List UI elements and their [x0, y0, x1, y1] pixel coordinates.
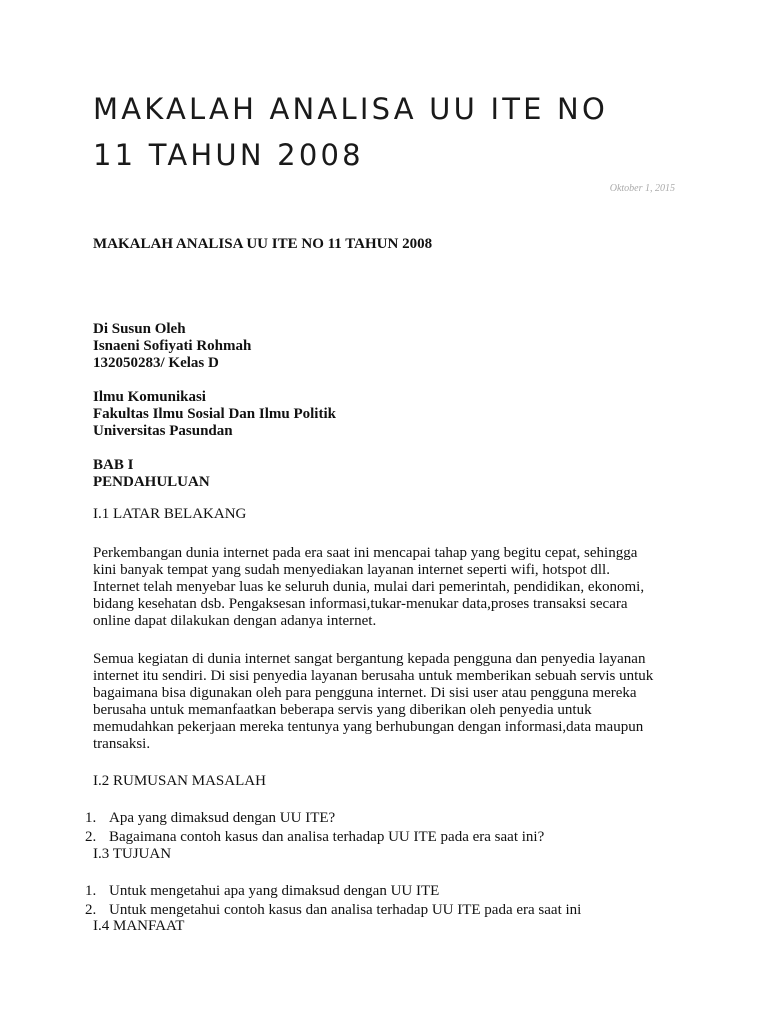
- list-number: 1.: [85, 810, 97, 826]
- list-text: Apa yang dimaksud dengan UU ITE?: [109, 810, 336, 826]
- section-heading-manfaat: I.4 MANFAAT: [93, 918, 185, 934]
- paragraph-2: [93, 651, 683, 753]
- university-name: Universitas Pasundan: [93, 423, 233, 439]
- paragraph-line: berusaha untuk memanfaatkan beberapa servis yang diberikan oleh penyedia untuk: [93, 702, 592, 718]
- paragraph-line: online dapat dilakukan dengan adanya internet.: [93, 613, 377, 629]
- paragraph-line: bidang kesehatan dsb. Pengaksesan informasi,tukar-menukar data,proses transaksi secara: [93, 596, 628, 612]
- post-date: Oktober 1, 2015: [609, 183, 675, 194]
- list-number: 1.: [85, 883, 97, 899]
- paragraph-line: Perkembangan dunia internet pada era saat ini mencapai tahap yang begitu cepat, sehingga: [93, 545, 638, 561]
- list-number: 2.: [85, 902, 97, 918]
- paragraph-line: Semua kegiatan di dunia internet sangat bergantung kepada pengguna dan penyedia layanan: [93, 651, 646, 667]
- author-name: Isnaeni Sofiyati Rohmah: [93, 338, 252, 354]
- list-item: [85, 902, 581, 919]
- paragraph-line: internet itu sendiri. Di sisi penyedia layanan berusaha untuk memberikan sebuah servis untuk: [93, 668, 654, 684]
- list-item: [85, 829, 544, 846]
- section-heading-latar-belakang: I.1 LATAR BELAKANG: [93, 506, 247, 522]
- author-line-1: Di Susun Oleh: [93, 321, 186, 337]
- paragraph-line: bagaimana bisa digunakan oleh para pengguna internet. Di sisi user atau pengguna mereka: [93, 685, 637, 701]
- section-heading-tujuan: I.3 TUJUAN: [93, 846, 172, 862]
- title-line-2: 11 TAHUN 2008: [93, 138, 364, 172]
- list-item: [85, 883, 439, 900]
- doc-heading: MAKALAH ANALISA UU ITE NO 11 TAHUN 2008: [93, 236, 433, 252]
- paragraph-line: Internet telah menyebar luas ke seluruh dunia, mulai dari pemerintah, pendidikan, ekonomi,: [93, 579, 645, 595]
- section-heading-rumusan-masalah: I.2 RUMUSAN MASALAH: [93, 773, 266, 789]
- list-text: Untuk mengetahui apa yang dimaksud dengan UU ITE: [109, 883, 440, 899]
- list-number: 2.: [85, 829, 97, 845]
- program-name: Ilmu Komunikasi: [93, 389, 206, 405]
- document-title: [93, 86, 693, 178]
- faculty-name: Fakultas Ilmu Sosial Dan Ilmu Politik: [93, 406, 336, 422]
- list-item: [85, 810, 335, 827]
- paragraph-line: memudahkan pekerjaan mereka tentunya yang berhubungan dengan informasi,data maupun: [93, 719, 644, 735]
- list-text: Untuk mengetahui contoh kasus dan analisa terhadap UU ITE pada era saat ini: [109, 902, 582, 918]
- author-id: 132050283/ Kelas D: [93, 355, 219, 371]
- chapter-number: BAB I: [93, 457, 134, 473]
- chapter-title: PENDAHULUAN: [93, 474, 210, 490]
- paragraph-line: kini banyak tempat yang sudah menyediakan layanan internet seperti wifi, hotspot dll.: [93, 562, 610, 578]
- title-line-1: MAKALAH ANALISA UU ITE NO: [93, 92, 608, 126]
- list-text: Bagaimana contoh kasus dan analisa terhadap UU ITE pada era saat ini?: [109, 829, 545, 845]
- paragraph-1: [93, 545, 683, 630]
- paragraph-line: transaksi.: [93, 736, 151, 752]
